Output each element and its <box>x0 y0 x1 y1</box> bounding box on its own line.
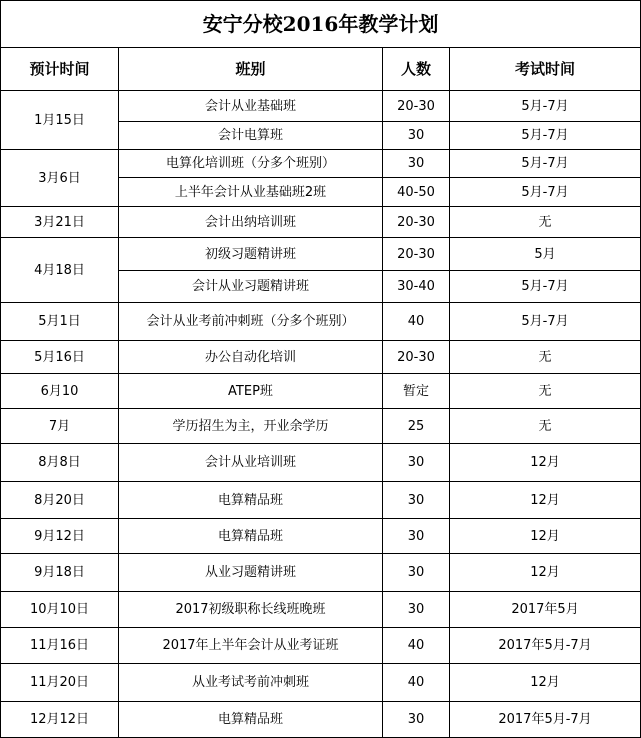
header-exam[interactable]: 考试时间 <box>450 48 641 91</box>
cell-exam[interactable]: 12月 <box>450 664 641 702</box>
cell-count[interactable]: 25 <box>383 409 450 444</box>
cell-class[interactable]: 从业习题精讲班 <box>119 554 383 592</box>
cell-count[interactable]: 30 <box>383 554 450 592</box>
cell-exam[interactable]: 无 <box>450 207 641 238</box>
table-row <box>1 702 641 738</box>
cell-class[interactable]: 会计从业考前冲刺班（分多个班别） <box>119 303 383 341</box>
cell-exam[interactable]: 5月-7月 <box>450 271 641 303</box>
cell-date[interactable]: 7月 <box>1 409 119 444</box>
cell-count[interactable]: 30 <box>383 482 450 519</box>
cell-exam[interactable]: 5月-7月 <box>450 122 641 150</box>
cell-count[interactable]: 30 <box>383 519 450 554</box>
cell-exam[interactable]: 无 <box>450 374 641 409</box>
cell-class[interactable]: 从业考试考前冲刺班 <box>119 664 383 702</box>
table-row <box>1 519 641 554</box>
table-row <box>1 554 641 592</box>
cell-count[interactable]: 30 <box>383 122 450 150</box>
table-title[interactable]: 安宁分校2016年教学计划 <box>1 1 641 48</box>
cell-count[interactable]: 30 <box>383 702 450 738</box>
cell-date[interactable]: 6月10 <box>1 374 119 409</box>
cell-count[interactable]: 30 <box>383 150 450 178</box>
cell-count[interactable]: 20-30 <box>383 341 450 374</box>
table-row <box>1 664 641 702</box>
cell-count[interactable]: 20-30 <box>383 238 450 271</box>
table-row <box>1 150 641 178</box>
cell-class[interactable]: 上半年会计从业基础班2班 <box>119 178 383 207</box>
cell-date[interactable]: 5月1日 <box>1 303 119 341</box>
cell-class[interactable]: 电算精品班 <box>119 482 383 519</box>
cell-date[interactable]: 9月12日 <box>1 519 119 554</box>
cell-class[interactable]: 电算精品班 <box>119 519 383 554</box>
cell-count[interactable]: 40-50 <box>383 178 450 207</box>
cell-date[interactable]: 11月16日 <box>1 628 119 664</box>
cell-exam[interactable]: 5月-7月 <box>450 178 641 207</box>
cell-class[interactable]: ATEP班 <box>119 374 383 409</box>
cell-date[interactable]: 8月8日 <box>1 444 119 482</box>
cell-class[interactable]: 会计从业培训班 <box>119 444 383 482</box>
cell-date[interactable]: 9月18日 <box>1 554 119 592</box>
table-row <box>1 341 641 374</box>
header-date[interactable]: 预计时间 <box>1 48 119 91</box>
cell-date[interactable]: 8月20日 <box>1 482 119 519</box>
cell-date[interactable]: 3月6日 <box>1 150 119 207</box>
cell-count[interactable]: 40 <box>383 628 450 664</box>
cell-date[interactable]: 3月21日 <box>1 207 119 238</box>
table-row <box>1 409 641 444</box>
cell-date[interactable]: 10月10日 <box>1 592 119 628</box>
header-row <box>1 48 641 91</box>
cell-class[interactable]: 会计出纳培训班 <box>119 207 383 238</box>
cell-count[interactable]: 30-40 <box>383 271 450 303</box>
cell-count[interactable]: 20-30 <box>383 91 450 122</box>
cell-exam[interactable]: 5月 <box>450 238 641 271</box>
cell-count[interactable]: 30 <box>383 592 450 628</box>
header-class[interactable]: 班别 <box>119 48 383 91</box>
cell-date[interactable]: 11月20日 <box>1 664 119 702</box>
table-row <box>1 444 641 482</box>
cell-exam[interactable]: 12月 <box>450 554 641 592</box>
table-row <box>1 303 641 341</box>
cell-exam[interactable]: 5月-7月 <box>450 150 641 178</box>
cell-date[interactable]: 5月16日 <box>1 341 119 374</box>
header-count[interactable]: 人数 <box>383 48 450 91</box>
table-row <box>1 238 641 271</box>
table-row <box>1 207 641 238</box>
cell-exam[interactable]: 5月-7月 <box>450 91 641 122</box>
cell-count[interactable]: 40 <box>383 664 450 702</box>
table-row <box>1 482 641 519</box>
cell-exam[interactable]: 2017年5月 <box>450 592 641 628</box>
cell-exam[interactable]: 2017年5月-7月 <box>450 702 641 738</box>
title-row <box>1 1 641 48</box>
cell-count[interactable]: 30 <box>383 444 450 482</box>
cell-class[interactable]: 学历招生为主，开业余学历 <box>119 409 383 444</box>
cell-exam[interactable]: 2017年5月-7月 <box>450 628 641 664</box>
table-row <box>1 91 641 122</box>
cell-count[interactable]: 暂定 <box>383 374 450 409</box>
cell-class[interactable]: 办公自动化培训 <box>119 341 383 374</box>
table-row <box>1 592 641 628</box>
cell-class[interactable]: 2017初级职称长线班晚班 <box>119 592 383 628</box>
cell-class[interactable]: 电算精品班 <box>119 702 383 738</box>
cell-class[interactable]: 初级习题精讲班 <box>119 238 383 271</box>
cell-class[interactable]: 电算化培训班（分多个班别） <box>119 150 383 178</box>
cell-exam[interactable]: 无 <box>450 409 641 444</box>
cell-class[interactable]: 会计电算班 <box>119 122 383 150</box>
cell-class[interactable]: 会计从业习题精讲班 <box>119 271 383 303</box>
cell-date[interactable]: 4月18日 <box>1 238 119 303</box>
table-row <box>1 374 641 409</box>
cell-exam[interactable]: 12月 <box>450 519 641 554</box>
cell-class[interactable]: 会计从业基础班 <box>119 91 383 122</box>
cell-date[interactable]: 12月12日 <box>1 702 119 738</box>
cell-count[interactable]: 40 <box>383 303 450 341</box>
cell-exam[interactable]: 12月 <box>450 444 641 482</box>
table-row <box>1 628 641 664</box>
cell-count[interactable]: 20-30 <box>383 207 450 238</box>
cell-class[interactable]: 2017年上半年会计从业考证班 <box>119 628 383 664</box>
cell-exam[interactable]: 12月 <box>450 482 641 519</box>
cell-exam[interactable]: 无 <box>450 341 641 374</box>
cell-date[interactable]: 1月15日 <box>1 91 119 150</box>
cell-exam[interactable]: 5月-7月 <box>450 303 641 341</box>
